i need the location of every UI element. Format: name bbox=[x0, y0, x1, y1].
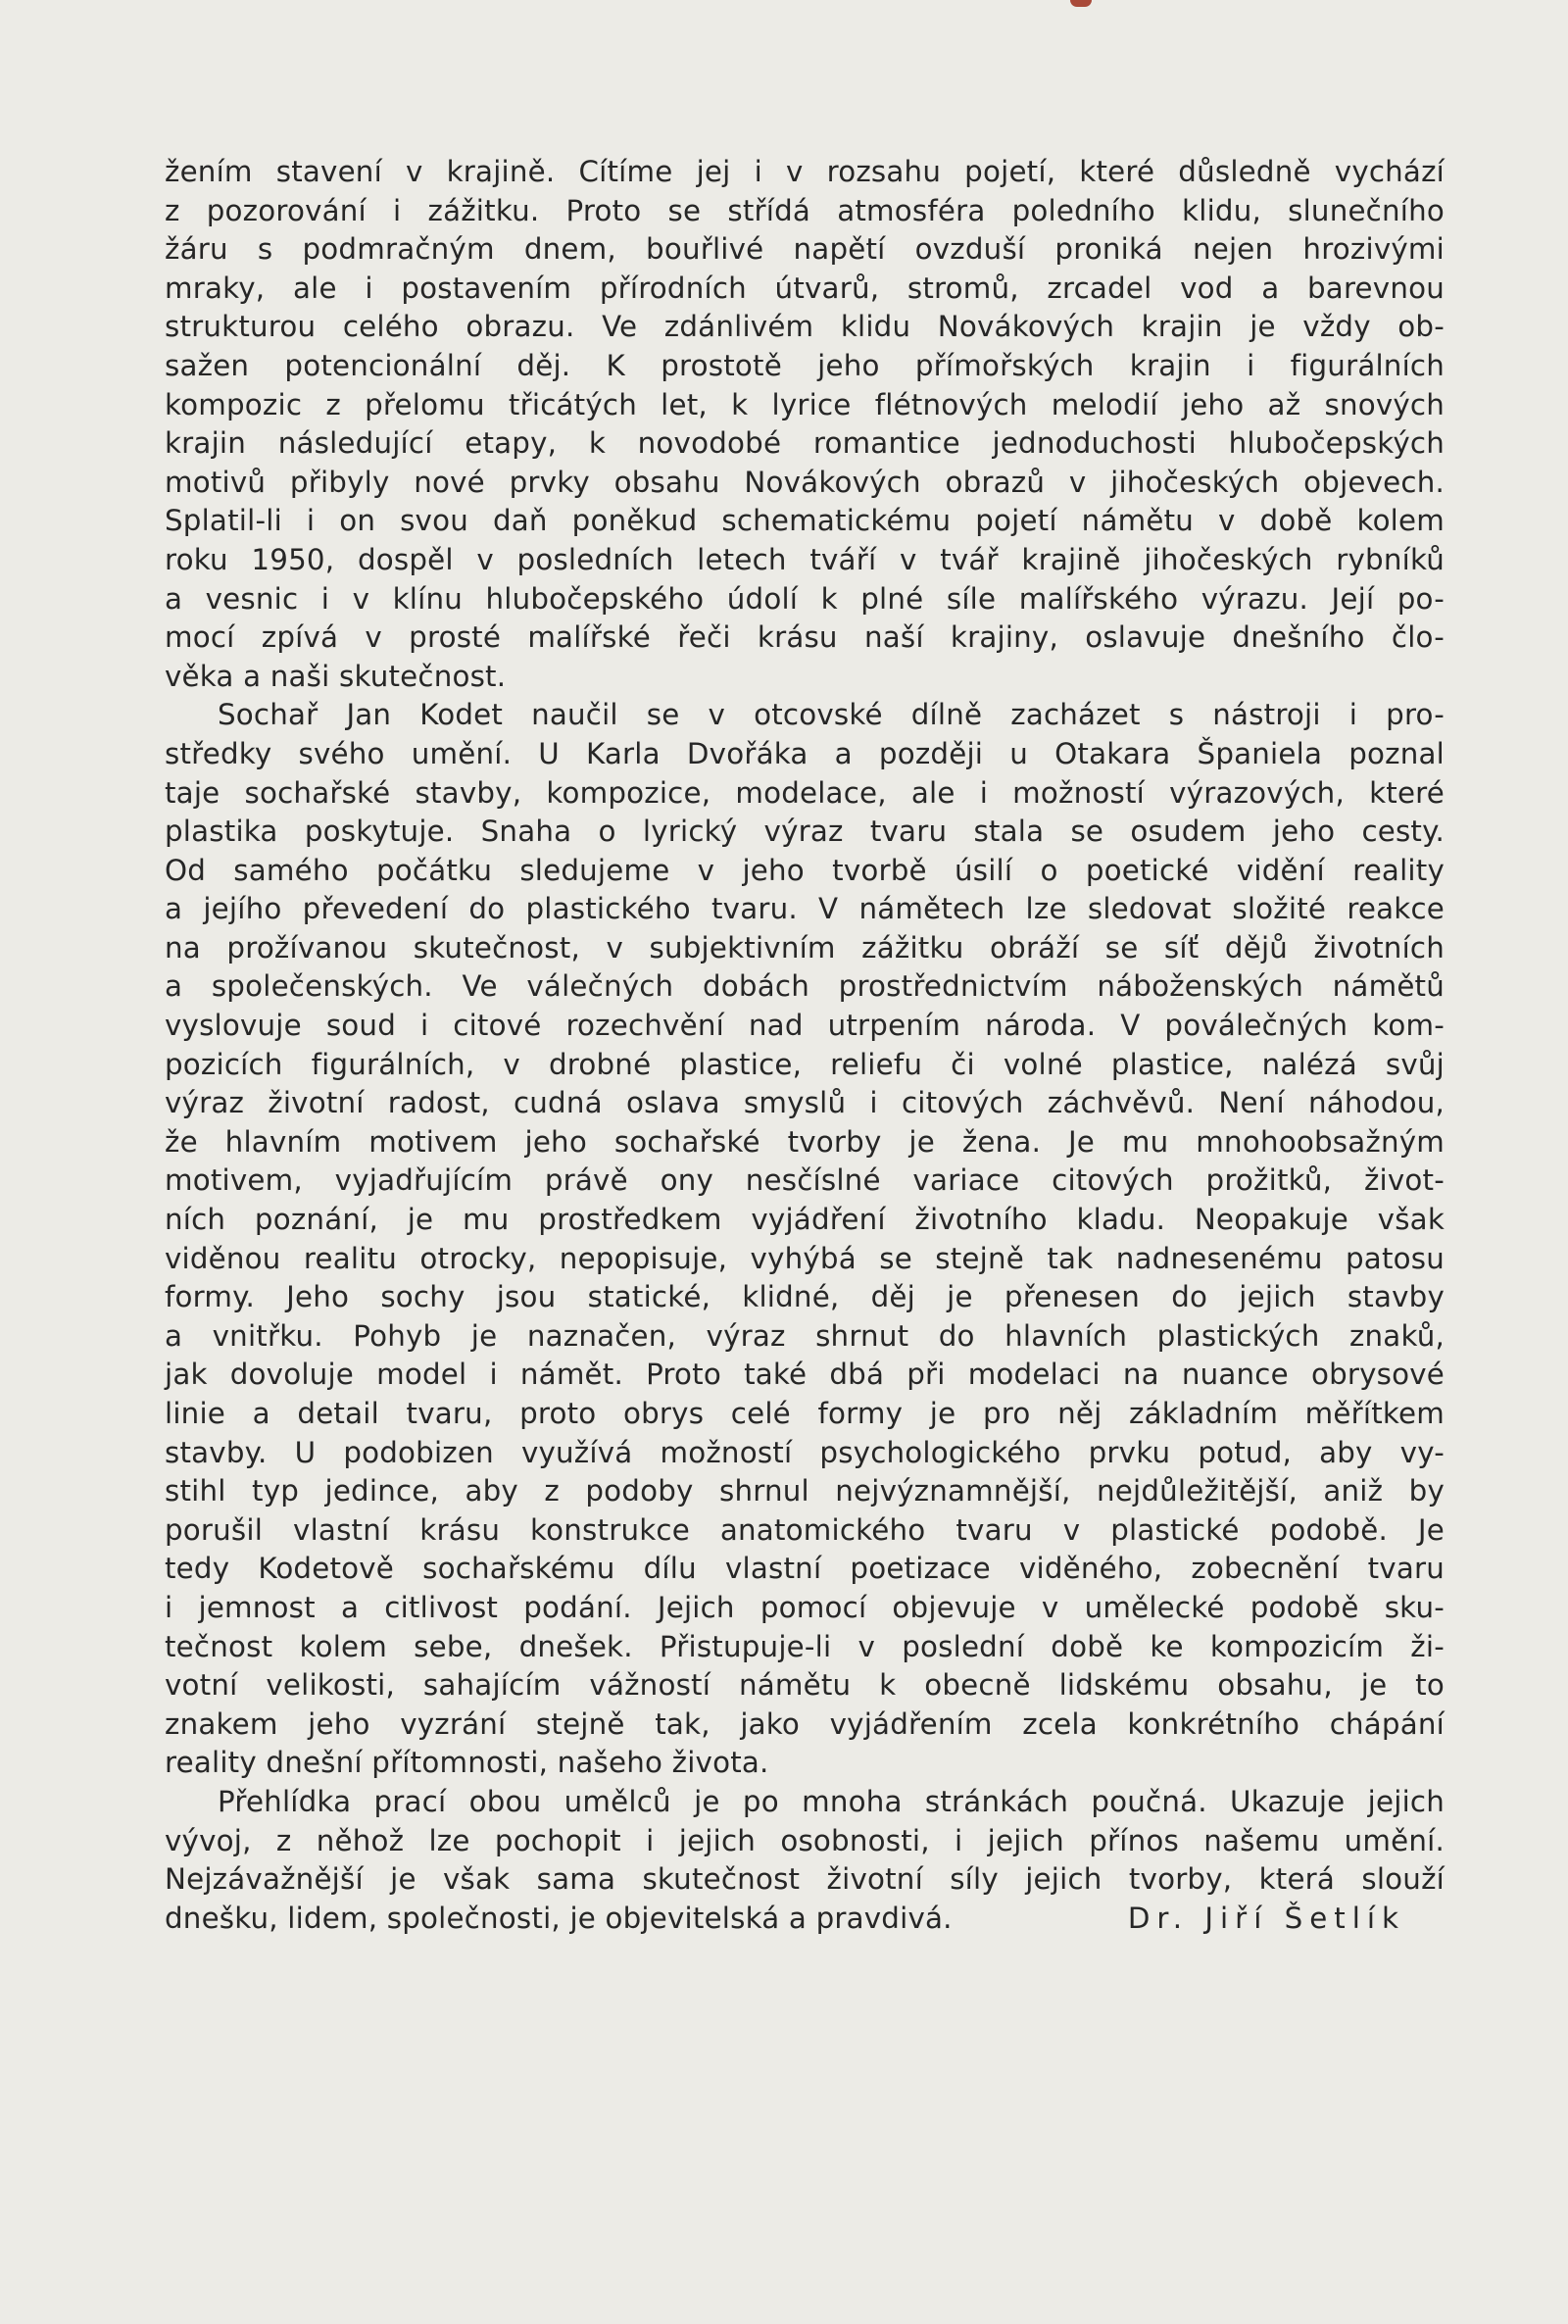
text-line: dnešku, lidem, společnosti, je objevitelská a pravdivá. bbox=[165, 1901, 953, 1935]
text-line: porušil vlastní krásu konstrukce anatomického tvaru v plastické podobě. Je bbox=[165, 1512, 1445, 1547]
text-line: a jejího převedení do plastického tvaru. V námětech lze sledovat složité reakce bbox=[165, 892, 1445, 926]
author-signature: Dr. Jiří Šetlík bbox=[1127, 1901, 1405, 1935]
text-line: ních poznání, je mu prostředkem vyjádření životního kladu. Neopakuje však bbox=[165, 1203, 1445, 1237]
text-line: motivem, vyjadřujícím právě ony nesčíslné variace citových prožitků, život- bbox=[165, 1163, 1445, 1198]
text-line: Sochař Jan Kodet naučil se v otcovské dílně zacházet s nástroji i pro- bbox=[218, 698, 1445, 732]
text-line: výraz životní radost, cudná oslava smyslů i citových záchvěvů. Není náhodou, bbox=[165, 1086, 1445, 1120]
text-line: formy. Jeho sochy jsou statické, klidné, děj je přenesen do jejich stavby bbox=[165, 1280, 1445, 1314]
text-line: reality dnešní přítomnosti, našeho života. bbox=[165, 1746, 769, 1780]
text-line: středky svého umění. U Karla Dvořáka a později u Otakara Španiela poznal bbox=[165, 736, 1445, 770]
text-line: věka a naši skutečnost. bbox=[165, 659, 507, 693]
text-line: kompozic z přelomu třicátých let, k lyrice flétnových melodií jeho až snových bbox=[165, 387, 1445, 421]
text-line: tečnost kolem sebe, dnešek. Přistupuje-li v poslední době ke kompozicím ži- bbox=[165, 1629, 1445, 1663]
text-line: Splatil-li i on svou daň poněkud schematickému pojetí námětu v době kolem bbox=[165, 504, 1445, 538]
text-line: krajin následující etapy, k novodobé romantice jednoduchosti hlubočepských bbox=[165, 426, 1445, 461]
text-line: Přehlídka prací obou umělců je po mnoha stránkách poučná. Ukazuje jejich bbox=[218, 1784, 1445, 1818]
text-line: a vesnic i v klínu hlubočepského údolí k plné síle malířského výrazu. Její po- bbox=[165, 581, 1445, 616]
article-text bbox=[165, 153, 1445, 1938]
text-line: jak dovoluje model i námět. Proto také dbá při modelaci na nuance obrysové bbox=[165, 1358, 1445, 1392]
page-edge-mark bbox=[1070, 0, 1092, 7]
text-line: mocí zpívá v prosté malířské řeči krásu naší krajiny, oslavuje dnešního člo- bbox=[165, 620, 1445, 655]
text-line: že hlavním motivem jeho sochařské tvorby je žena. Je mu mnohoobsažným bbox=[165, 1124, 1445, 1159]
text-line: a vnitřku. Pohyb je naznačen, výraz shrnut do hlavních plastických znaků, bbox=[165, 1318, 1445, 1353]
text-line: na prožívanou skutečnost, v subjektivním zážitku obráží se síť dějů životních bbox=[165, 930, 1445, 964]
text-line: žáru s podmračným dnem, bouřlivé napětí ovzduší proniká nejen hrozivými bbox=[165, 232, 1445, 267]
paragraph-conclusion bbox=[165, 1783, 1445, 1938]
text-line: i jemnost a citlivost podání. Jejich pomocí objevuje v umělecké podobě sku- bbox=[165, 1590, 1445, 1624]
text-line: strukturou celého obrazu. Ve zdánlivém klidu Novákových krajin je vždy ob- bbox=[165, 310, 1445, 344]
text-line: votní velikosti, sahajícím vážností námětu k obecně lidskému obsahu, je to bbox=[165, 1668, 1445, 1703]
text-line: žením stavení v krajině. Cítíme jej i v rozsahu pojetí, které důsledně vychází bbox=[165, 155, 1445, 188]
text-line: plastika poskytuje. Snaha o lyrický výraz tvaru stala se osudem jeho cesty. bbox=[165, 815, 1445, 849]
text-line: linie a detail tvaru, proto obrys celé formy je pro něj základním měřítkem bbox=[165, 1397, 1445, 1430]
text-line: znakem jeho vyzrání stejně tak, jako vyjádřením zcela konkrétního chápání bbox=[165, 1706, 1445, 1741]
closing-line bbox=[165, 1900, 1445, 1939]
text-line: a společenských. Ve válečných dobách prostřednictvím náboženských námětů bbox=[165, 969, 1445, 1004]
text-line: roku 1950, dospěl v posledních letech tváří v tvář krajině jihočeských rybníků bbox=[165, 542, 1445, 576]
text-line: Nejzávažnější je však sama skutečnost životní síly jejich tvorby, která slouží bbox=[165, 1862, 1445, 1897]
text-line: sažen potencionální děj. K prostotě jeho přímořských krajin i figurálních bbox=[165, 348, 1445, 382]
text-line: z pozorování i zážitku. Proto se střídá atmosféra poledního klidu, slunečního bbox=[165, 193, 1445, 227]
text-line: vyslovuje soud i citové rozechvění nad utrpením národa. V poválečných kom- bbox=[165, 1009, 1445, 1043]
text-line: tedy Kodetově sochařskému dílu vlastní poetizace viděného, zobecnění tvaru bbox=[165, 1552, 1445, 1586]
text-line: mraky, ale i postavením přírodních útvarů, stromů, zrcadel vod a barevnou bbox=[165, 271, 1445, 305]
text-line: Od samého počátku sledujeme v jeho tvorbě úsilí o poetické vidění reality bbox=[165, 853, 1445, 887]
text-line: stavby. U podobizen využívá možností psychologického prvku potud, aby vy- bbox=[165, 1435, 1445, 1469]
text-line: taje sochařské stavby, kompozice, modelace, ale i možností výrazových, které bbox=[165, 775, 1445, 810]
paragraph-kodet bbox=[165, 696, 1445, 1783]
paragraph-novak bbox=[165, 153, 1445, 696]
text-line: motivů přibyly nové prvky obsahu Novákových obrazů v jihočeských objevech. bbox=[165, 465, 1445, 499]
text-line: stihl typ jedince, aby z podoby shrnul nejvýznamnější, nejdůležitější, aniž by bbox=[165, 1474, 1445, 1508]
text-line: pozicích figurálních, v drobné plastice, reliefu či volné plastice, nalézá svůj bbox=[165, 1047, 1445, 1081]
text-line: vývoj, z něhož lze pochopit i jejich osobnosti, i jejich přínos našemu umění. bbox=[165, 1823, 1445, 1857]
text-line: viděnou realitu otrocky, nepopisuje, vyhýbá se stejně tak nadnesenému patosu bbox=[165, 1241, 1445, 1275]
